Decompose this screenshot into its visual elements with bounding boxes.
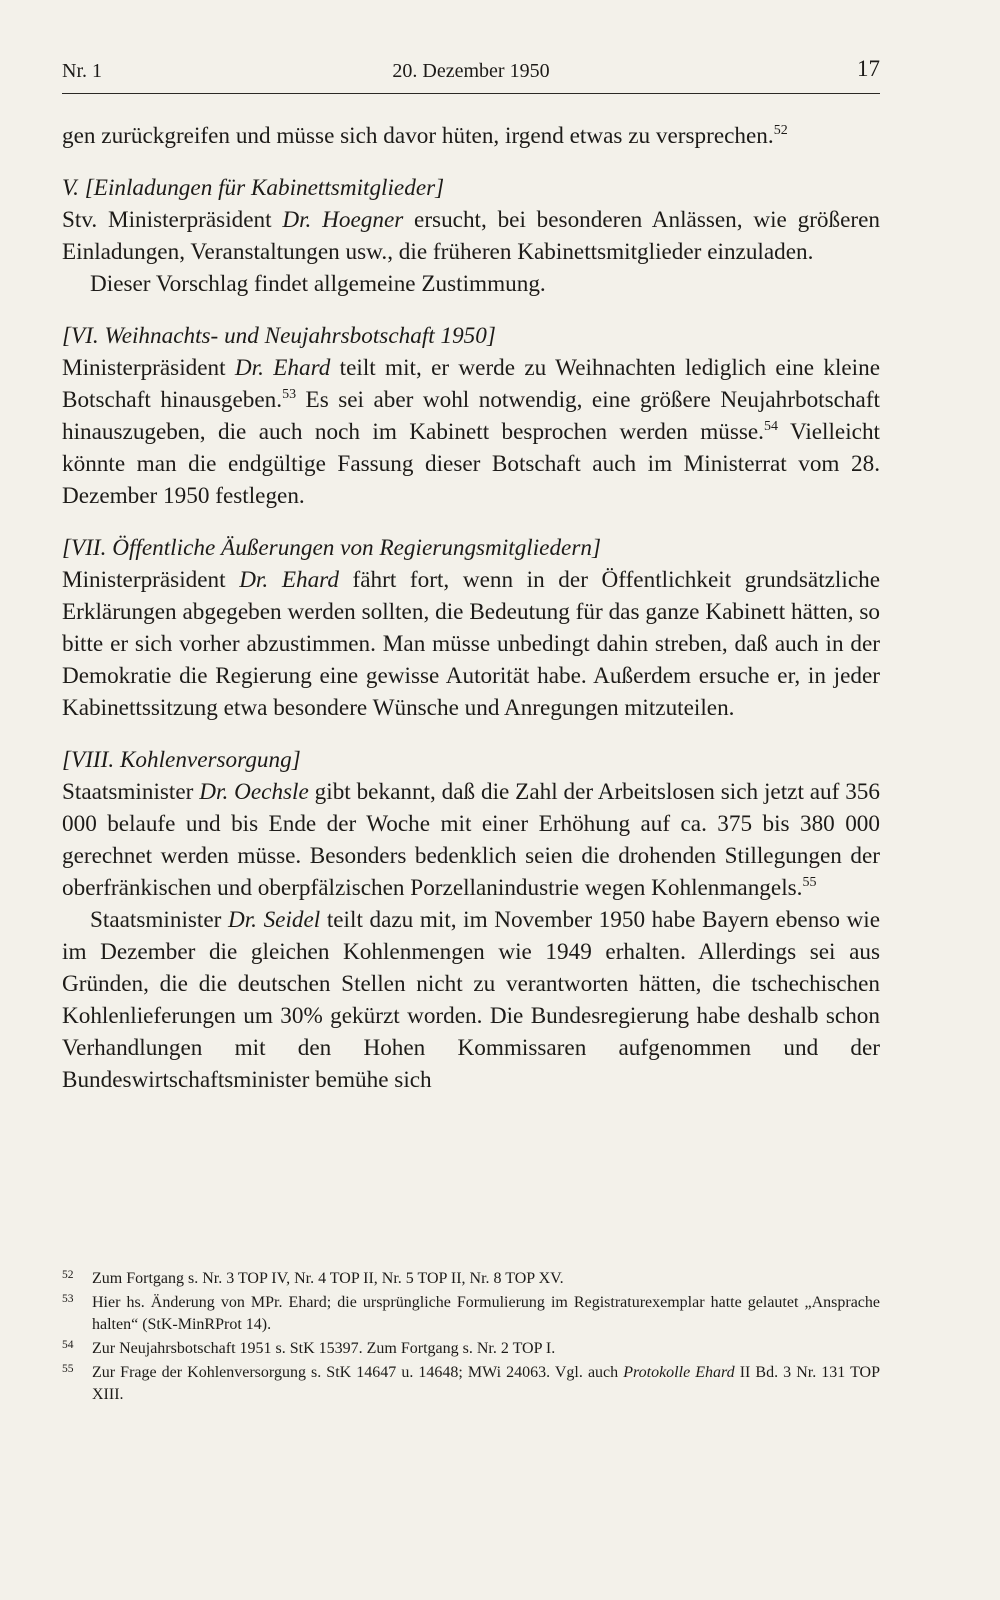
text-run: Vielleicht könnte man die endgültige Fassung dieser Botschaft auch im Ministerrat vom 28. Dezember 1950 festlegen. — [62, 419, 880, 509]
text-run: Ministerpräsident — [62, 567, 240, 593]
text-run: Ministerpräsident — [62, 355, 235, 381]
section-heading: [VI. Weihnachts- und Neujahrsbotschaft 1950] — [62, 323, 496, 349]
person-name: Ehard — [273, 355, 331, 381]
title-abbrev: Dr. — [227, 907, 264, 933]
footnote-ref: 54 — [763, 419, 778, 434]
paragraph — [62, 904, 880, 1096]
person-name: Seidel — [263, 907, 321, 933]
footnote-text: Zur Frage der Kohlenversorgung s. StK 14647 u. 14648; MWi 24063. Vgl. auch — [92, 1364, 624, 1381]
footnote-number: 53 — [62, 1293, 74, 1305]
footnote — [62, 1338, 880, 1360]
footnote-text: Zur Neujahrsbotschaft 1951 s. StK 15397. Zum Fortgang s. Nr. 2 TOP I. — [92, 1340, 556, 1357]
footnote — [62, 1292, 880, 1336]
title-abbrev: Dr. — [199, 779, 235, 805]
footnote-number: 52 — [62, 1269, 74, 1281]
text-run: gen zurückgreifen und müsse sich davor hüten, irgend etwas zu versprechen. — [62, 123, 774, 149]
running-head — [62, 56, 880, 90]
text-run: teilt mit, er werde zu Weihnachten lediglich eine kleine Botschaft hinausgeben. — [62, 355, 881, 413]
footnote-number: 55 — [62, 1363, 74, 1375]
footnotes — [62, 1268, 880, 1408]
paragraph — [62, 564, 880, 724]
paragraph — [62, 120, 880, 152]
footnote-number: 54 — [62, 1339, 74, 1351]
footnote-ref: 52 — [773, 123, 788, 138]
document-date: 20. Dezember 1950 — [392, 60, 550, 82]
header-rule — [62, 93, 880, 94]
section-heading: V. [Einladungen für Kabinettsmitglieder] — [62, 175, 445, 201]
footnote-ref: 53 — [282, 387, 297, 402]
footnote-text: Hier hs. Änderung von MPr. Ehard; die ursprüngliche Formulierung im Registraturexemplar hatte gelautet „Ansprache halten“ (StK-MinRProt 14). — [92, 1294, 880, 1333]
paragraph — [62, 776, 880, 904]
text-run: ersucht, bei besonderen Anlässen, wie größeren Einladungen, Veranstaltungen usw., die früheren Kabinettsmitglieder einzuladen. — [62, 207, 880, 265]
title-abbrev: Dr. — [282, 207, 323, 233]
text-run: Stv. Ministerpräsident — [62, 207, 283, 233]
text-run: Staatsminister — [90, 907, 228, 933]
paragraph — [62, 204, 880, 268]
body-text — [62, 120, 880, 1096]
footnote — [62, 1362, 880, 1406]
section-heading: [VIII. Kohlenversorgung] — [62, 747, 301, 773]
footnote-text: Zum Fortgang s. Nr. 3 TOP IV, Nr. 4 TOP II, Nr. 5 TOP II, Nr. 8 TOP XV. — [92, 1270, 564, 1287]
footnote — [62, 1268, 880, 1290]
person-name: Ehard — [281, 567, 339, 593]
page-number: 17 — [857, 56, 880, 81]
footnote-ref: 55 — [802, 875, 817, 890]
text-run: gibt bekannt, daß die Zahl der Arbeitslosen sich jetzt auf 356 000 belaufe und bis Ende der Woche mit einer Erhöhung auf ca. 375 bis 380 000 gerechnet werden müsse. Besonders bedenklich seien die drohenden Stillegungen der oberfränkischen und oberpfälzischen Porzellanindustrie wegen Kohlenmangels. — [62, 779, 880, 901]
document-number: Nr. 1 — [62, 60, 102, 82]
title-abbrev: Dr. — [234, 355, 274, 381]
person-name: Hoegner — [322, 207, 404, 233]
text-run: Staatsminister — [62, 779, 200, 805]
paragraph: Dieser Vorschlag findet allgemeine Zustimmung. — [90, 271, 546, 297]
text-run: teilt dazu mit, im November 1950 habe Bayern ebenso wie im Dezember die gleichen Kohlenmengen wie 1949 erhalten. Allerdings sei aus Gründen, die die deutschen Stellen nicht zu verantworten hätten, die tschechischen Kohlenlieferungen um 30% gekürzt worden. Die Bundesregierung habe deshalb schon Verhandlungen mit den Hohen Kommissaren aufgenommen und der Bundeswirtschaftsminister bemühe sich — [62, 907, 880, 1093]
section-heading: [VII. Öffentliche Äußerungen von Regierungsmitgliedern] — [62, 535, 601, 561]
paragraph — [62, 352, 880, 512]
person-name: Oechsle — [234, 779, 309, 805]
text-run: fährt fort, wenn in der Öffentlichkeit grundsätzliche Erklärungen abgegeben werden sollten, die Bedeutung für das ganze Kabinett hätten, so bitte er sich vorher abzustimmen. Man müsse unbedingt dahin streben, daß auch in der Demokratie die Regierung eine gewisse Autorität habe. Außerdem ersuche er, in jeder Kabinettssitzung etwa besondere Wünsche und Anregungen mitzuteilen. — [62, 567, 880, 721]
title-abbrev: Dr. — [239, 567, 282, 593]
footnote-text: II Bd. 3 Nr. 131 TOP XIII. — [92, 1364, 881, 1403]
text-run: Es sei aber wohl notwendig, eine größere Neujahrbotschaft hinauszugeben, die auch noch im Kabinett besprochen werden müsse. — [62, 387, 880, 445]
footnote-italic: Protokolle Ehard — [623, 1364, 735, 1381]
